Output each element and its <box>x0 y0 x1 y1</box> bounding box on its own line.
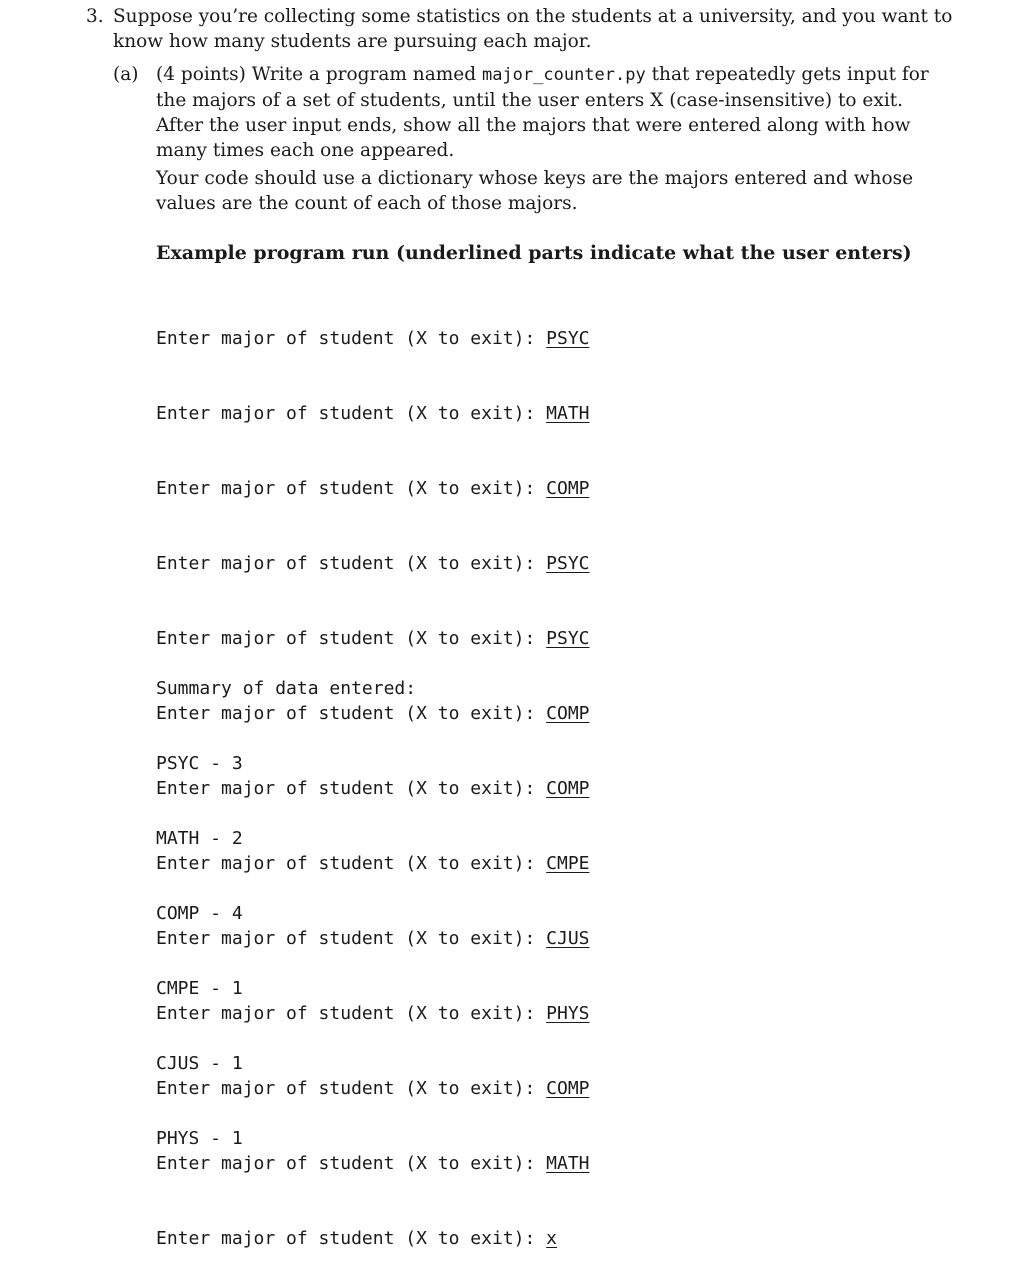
run-line <box>156 326 590 351</box>
prompt-text: Enter major of student (X to exit): <box>156 1078 547 1099</box>
user-input: PSYC <box>546 328 590 349</box>
summary-line: COMP - 4 <box>156 903 243 924</box>
user-input: PHYS <box>546 1003 590 1024</box>
prompt-text: Enter major of student (X to exit): <box>156 403 547 424</box>
prompt-text: Enter major of student (X to exit): <box>156 478 547 499</box>
prompt-text: Enter major of student (X to exit): <box>156 553 547 574</box>
run-line <box>156 401 590 426</box>
summary-line: PHYS - 1 <box>156 1128 243 1149</box>
part-a-text-before: (4 points) Write a program named <box>156 64 482 85</box>
user-input: MATH <box>546 1153 590 1174</box>
summary-heading: Summary of data entered: <box>156 678 417 699</box>
run-line <box>156 476 590 501</box>
summary-block <box>156 626 416 1176</box>
prompt-text: Enter major of student (X to exit): <box>156 778 547 799</box>
user-input: COMP <box>546 478 590 499</box>
user-input: COMP <box>546 1078 590 1099</box>
part-a-text <box>156 62 956 163</box>
user-input: PSYC <box>546 553 590 574</box>
prompt-text: Enter major of student (X to exit): <box>156 1003 547 1024</box>
run-line <box>156 1226 590 1251</box>
part-a-paragraph-2: Your code should use a dictionary whose keys are the majors entered and whose values are the count of each of those majors. <box>156 168 914 214</box>
user-input: COMP <box>546 778 590 799</box>
user-input: MATH <box>546 403 590 424</box>
filename: major_counter.py <box>481 65 646 85</box>
question-number: 3. <box>86 6 104 27</box>
user-input: x <box>546 1228 557 1249</box>
user-input: PSYC <box>546 628 590 649</box>
question-text: Suppose you’re collecting some statistics on the students at a university, and you want to know how many students are pursuing each major. <box>113 6 953 52</box>
part-a-text-after: that repeatedly gets input for the majors of a set of students, until the user enters X (case-insensitive) to exit. After the user input ends, show all the majors that were entered along with how many times each one appeared. <box>156 64 929 161</box>
summary-line: CMPE - 1 <box>156 978 243 999</box>
prompt-text: Enter major of student (X to exit): <box>156 928 547 949</box>
part-a-label: (a) <box>113 64 139 85</box>
user-input: COMP <box>546 703 590 724</box>
user-input: CJUS <box>546 928 590 949</box>
prompt-text: Enter major of student (X to exit): <box>156 1228 547 1249</box>
prompt-text: Enter major of student (X to exit): <box>156 703 547 724</box>
summary-line: CJUS - 1 <box>156 1053 243 1074</box>
user-input: CMPE <box>546 853 590 874</box>
prompt-text: Enter major of student (X to exit): <box>156 853 547 874</box>
summary-line: MATH - 2 <box>156 828 243 849</box>
example-heading: Example program run (underlined parts indicate what the user enters) <box>156 242 912 264</box>
prompt-text: Enter major of student (X to exit): <box>156 328 547 349</box>
run-line <box>156 551 590 576</box>
prompt-text: Enter major of student (X to exit): <box>156 1153 547 1174</box>
summary-line: PSYC - 3 <box>156 753 243 774</box>
prompt-text: Enter major of student (X to exit): <box>156 628 547 649</box>
